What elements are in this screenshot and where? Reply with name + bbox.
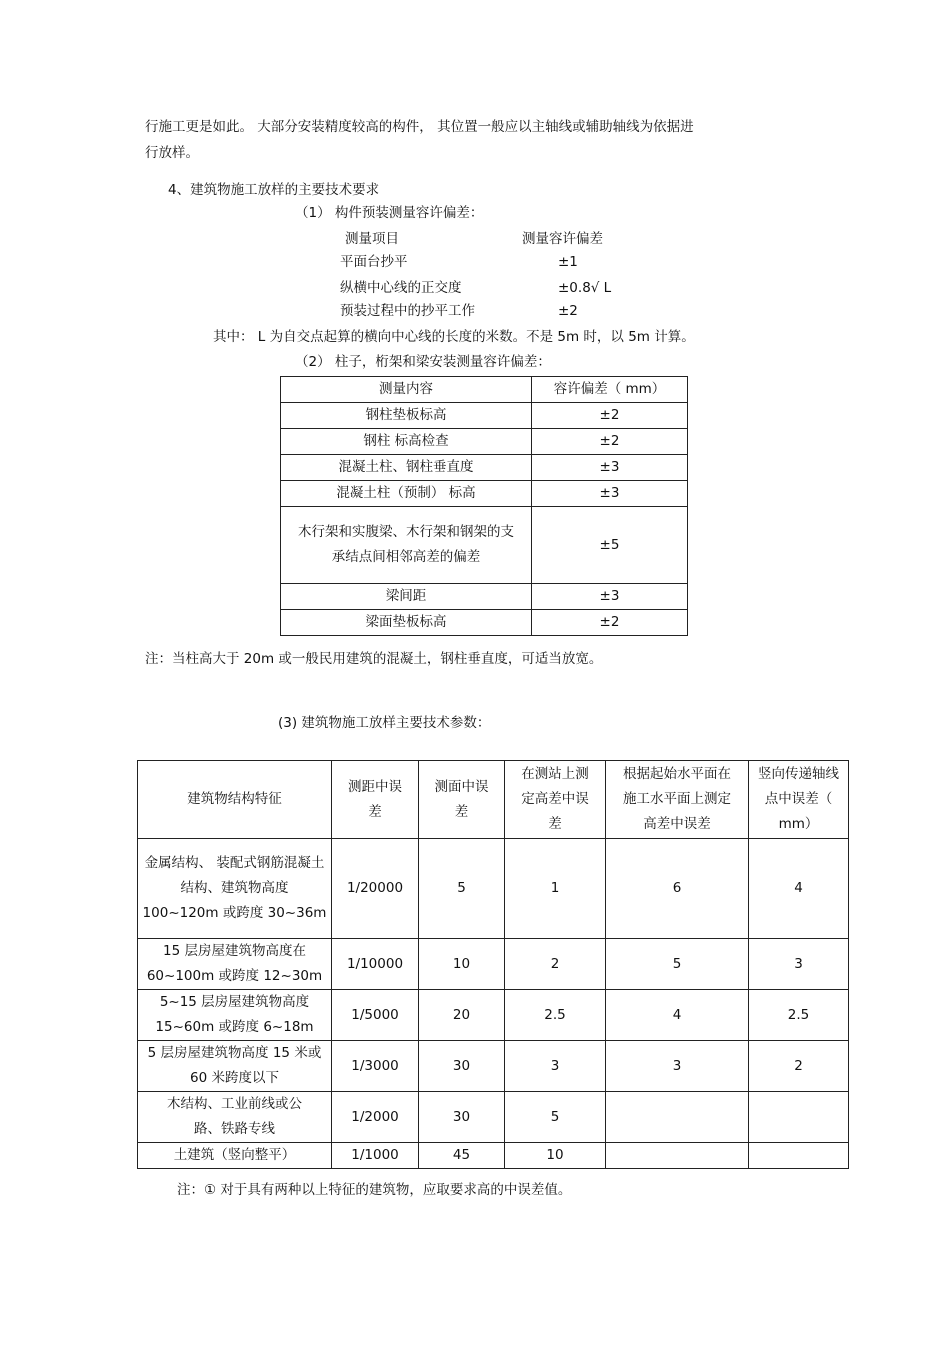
table-row (138, 939, 849, 990)
note-3: 注：① 对于具有两种以上特征的建筑物，应取要求高的中误差值。 (177, 1182, 572, 1198)
table-header-cell: 测量内容 (281, 377, 532, 403)
table-row (281, 507, 688, 584)
parameters-table (137, 760, 849, 1169)
table-cell (749, 1092, 849, 1143)
table-cell: 4 (749, 839, 849, 939)
table-cell: ±2 (532, 429, 688, 455)
table-cell: 梁面垫板标高 (281, 610, 532, 636)
table-header-cell: 建筑物结构特征 (138, 761, 332, 839)
table-cell: 1/2000 (332, 1092, 419, 1143)
table-cell: 20 (419, 990, 505, 1041)
table-cell: 30 (419, 1041, 505, 1092)
table-cell: 15 层房屋建筑物高度在 60~100m 或跨度 12~30m (138, 939, 332, 990)
table-row (138, 1092, 849, 1143)
table-cell: ±5 (532, 507, 688, 584)
table-header-cell: 在测站上测定高差中误差 (505, 761, 606, 839)
table-row (138, 839, 849, 939)
table-cell: 3 (749, 939, 849, 990)
subheading-1: （1） 构件预装测量容许偏差： (295, 205, 484, 221)
table-cell: 1/3000 (332, 1041, 419, 1092)
list-item: 预装过程中的抄平工作 (340, 303, 475, 319)
table-cell: 1/1000 (332, 1143, 419, 1169)
table-cell: 1/5000 (332, 990, 419, 1041)
table-cell: 30 (419, 1092, 505, 1143)
table-cell: 5 (419, 839, 505, 939)
table-cell: 5 层房屋建筑物高度 15 米或 60 米跨度以下 (138, 1041, 332, 1092)
table-header-cell: 测面中误差 (419, 761, 505, 839)
table-cell: 2.5 (749, 990, 849, 1041)
table-header-cell: 根据起始水平面在施工水平面上测定高差中误差 (606, 761, 749, 839)
table-row (281, 584, 688, 610)
note-1: 其中： L 为自交点起算的横向中心线的长度的米数。不是 5m 时，以 5m 计算。 (213, 329, 695, 345)
table-cell: 木结构、工业前线或公路、铁路专线 (138, 1092, 332, 1143)
table-cell: ±2 (532, 610, 688, 636)
section-heading: 4、建筑物施工放样的主要技术要求 (168, 182, 380, 198)
table-cell: 混凝土柱（预制） 标高 (281, 481, 532, 507)
list-value: ±0.8√ L (558, 280, 612, 296)
list-item: 纵横中心线的正交度 (340, 280, 462, 296)
table-cell: 土建筑（竖向整平） (138, 1143, 332, 1169)
table-header-cell: 竖向传递轴线点中误差（ mm） (749, 761, 849, 839)
table-row (138, 1041, 849, 1092)
subheading-2: （2） 柱子，桁架和梁安装测量容许偏差： (295, 354, 551, 370)
table-cell (606, 1092, 749, 1143)
table-cell: 钢柱 标高检查 (281, 429, 532, 455)
table-row (281, 610, 688, 636)
table-row (281, 455, 688, 481)
table-cell: 木行架和实腹梁、木行架和钢架的支承结点间相邻高差的偏差 (281, 507, 532, 584)
table-cell: 10 (419, 939, 505, 990)
table-cell: 4 (606, 990, 749, 1041)
table-row (281, 481, 688, 507)
table-header-row (138, 761, 849, 839)
table-cell (749, 1143, 849, 1169)
table-cell: 5 (505, 1092, 606, 1143)
paragraph-line-2: 行放样。 (145, 145, 199, 161)
table-cell: 2 (749, 1041, 849, 1092)
table-cell: ±2 (532, 403, 688, 429)
list-item: 平面台抄平 (340, 254, 408, 270)
table-cell: ±3 (532, 584, 688, 610)
table-row (281, 403, 688, 429)
table-cell: 10 (505, 1143, 606, 1169)
table-cell: 钢柱垫板标高 (281, 403, 532, 429)
table-cell: 5~15 层房屋建筑物高度 15~60m 或跨度 6~18m (138, 990, 332, 1041)
note-2: 注：当柱高大于 20m 或一般民用建筑的混凝土，钢柱垂直度，可适当放宽。 (145, 651, 603, 667)
table-header-cell: 测距中误差 (332, 761, 419, 839)
table-row (138, 1143, 849, 1169)
table-row (138, 990, 849, 1041)
table-cell: ±3 (532, 455, 688, 481)
list-header-item: 测量项目 (345, 231, 399, 247)
table-header-row (281, 377, 688, 403)
table-cell: 混凝土柱、钢柱垂直度 (281, 455, 532, 481)
table-cell: 2.5 (505, 990, 606, 1041)
table-cell: 金属结构、 装配式钢筋混凝土结构、建筑物高度 100~120m 或跨度 30~36m (138, 839, 332, 939)
paragraph-line-1: 行施工更是如此。 大部分安装精度较高的构件， 其位置一般应以主轴线或辅助轴线为依据进 (145, 119, 694, 135)
table-cell: 1 (505, 839, 606, 939)
table-cell: 1/20000 (332, 839, 419, 939)
list-value: ±1 (558, 254, 578, 270)
table-cell: 45 (419, 1143, 505, 1169)
table-header-cell: 容许偏差（ mm） (532, 377, 688, 403)
list-header-tolerance: 测量容许偏差 (522, 231, 603, 247)
table-cell: 5 (606, 939, 749, 990)
tolerance-table (280, 376, 688, 636)
table-cell: 梁间距 (281, 584, 532, 610)
table-cell: ±3 (532, 481, 688, 507)
table-cell: 3 (505, 1041, 606, 1092)
table-cell: 1/10000 (332, 939, 419, 990)
table-cell: 3 (606, 1041, 749, 1092)
table-row (281, 429, 688, 455)
table-cell (606, 1143, 749, 1169)
list-value: ±2 (558, 303, 578, 319)
table-cell: 6 (606, 839, 749, 939)
subheading-3: (3) 建筑物施工放样主要技术参数： (278, 715, 491, 731)
table-cell: 2 (505, 939, 606, 990)
